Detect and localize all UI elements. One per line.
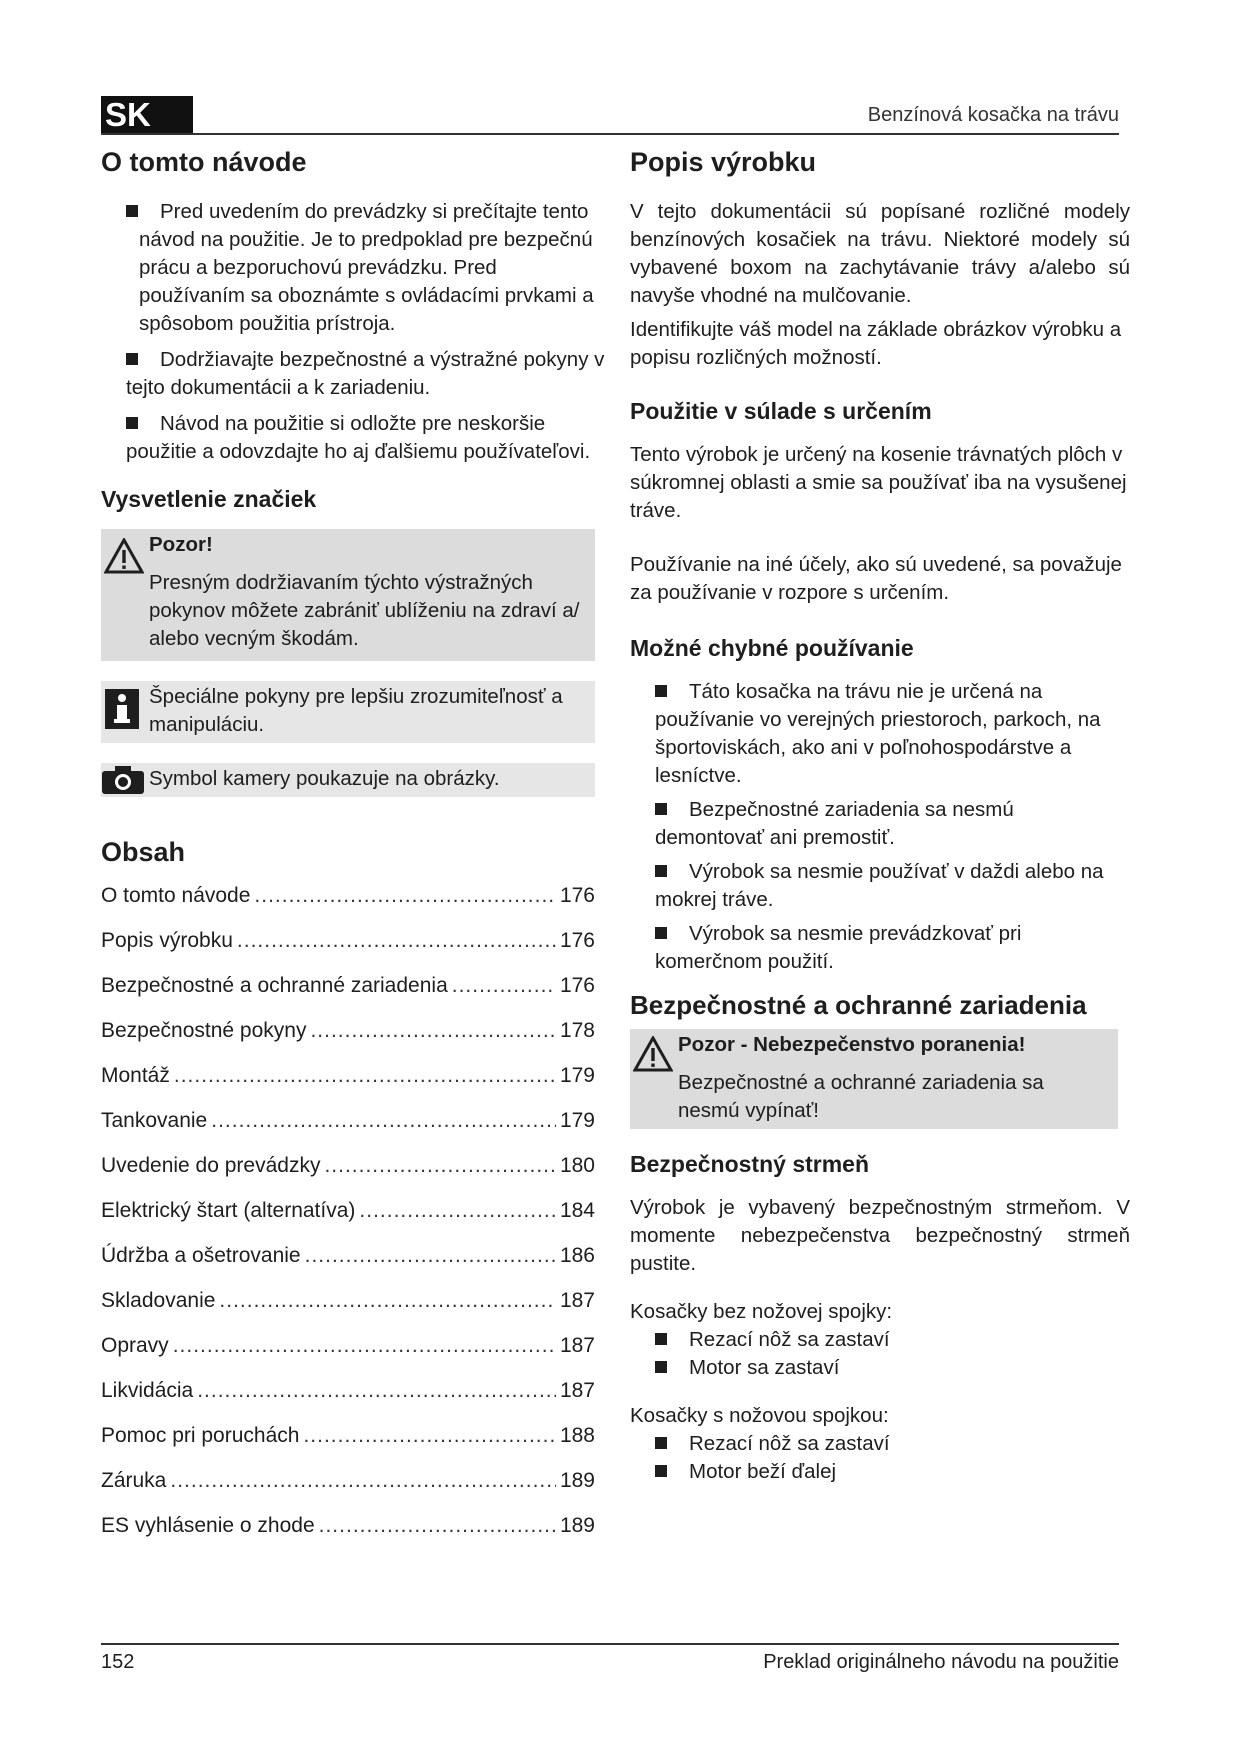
toc-entry[interactable] <box>101 1287 595 1332</box>
toc-entry-page: 180 <box>559 1154 595 1177</box>
table-of-contents <box>101 882 595 1557</box>
about-bullet-text: Návod na použitie si odložte pre neskoršie použitie a odovzdajte ho aj ďalšiemu používateľovi. <box>126 412 591 463</box>
intended-use-paragraph: Používanie na iné účely, ako sú uvedené, sa považuje za používanie v rozpore s určením. <box>630 553 1122 604</box>
list-item <box>655 796 1124 852</box>
footer-rule <box>101 1643 1119 1645</box>
bullet-square-icon <box>655 1437 667 1449</box>
safety-devices-title: Bezpečnostné a ochranné zariadenia <box>630 990 1087 1020</box>
safety-warning-title: Pozor - Nebezpečenstvo poranenia! <box>678 1033 1026 1056</box>
camera-text: Symbol kamery poukazuje na obrázky. <box>149 767 500 790</box>
list-item <box>126 198 606 338</box>
list-item <box>655 1326 1130 1354</box>
toc-entry-label: Uvedenie do prevádzky <box>101 1154 321 1177</box>
toc-entry-page: 187 <box>559 1289 595 1312</box>
bullet-square-icon <box>655 1465 667 1477</box>
toc-leader-dots <box>173 1332 556 1360</box>
toc-entry-label: Montáž <box>101 1064 170 1087</box>
toc-entry[interactable] <box>101 1467 595 1512</box>
misuse-bullet-text: Výrobok sa nesmie prevádzkovať pri komerčnom použití. <box>655 922 1022 973</box>
toc-entry-label: ES vyhlásenie o zhode <box>101 1514 315 1537</box>
toc-entry-label: Skladovanie <box>101 1289 216 1312</box>
group-label: Kosačky bez nožovej spojky: <box>630 1300 893 1323</box>
header-rule <box>101 133 1119 135</box>
language-badge: SK <box>101 96 193 134</box>
toc-leader-dots <box>219 1287 556 1315</box>
toc-leader-dots <box>211 1107 556 1135</box>
toc-entry[interactable] <box>101 1017 595 1062</box>
toc-entry-page: 189 <box>559 1514 595 1537</box>
misuse-title: Možné chybné používanie <box>630 635 914 661</box>
list-item <box>655 920 1124 976</box>
toc-entry-label: Záruka <box>101 1469 167 1492</box>
group-label: Kosačky s nožovou spojkou: <box>630 1404 889 1427</box>
toc-entry[interactable] <box>101 1062 595 1107</box>
warning-triangle-icon <box>104 538 144 574</box>
warning-box <box>101 529 595 661</box>
toc-entry-page: 187 <box>559 1334 595 1357</box>
misuse-bullet-text: Bezpečnostné zariadenia sa nesmú demontovať ani premostiť. <box>655 798 1014 849</box>
group-item-text: Motor beží ďalej <box>689 1460 837 1483</box>
left-column <box>101 147 606 1557</box>
toc-entry-label: Popis výrobku <box>101 929 233 952</box>
footer-note: Preklad originálneho návodu na použitie <box>763 1651 1119 1673</box>
toc-entry-label: Údržba a ošetrovanie <box>101 1244 301 1267</box>
bullet-square-icon <box>126 205 138 217</box>
bullet-square-icon <box>655 927 667 939</box>
about-title: O tomto návode <box>101 147 307 177</box>
bullet-square-icon <box>655 803 667 815</box>
toc-entry-label: Pomoc pri poruchách <box>101 1424 300 1447</box>
toc-leader-dots <box>237 927 556 955</box>
toc-entry[interactable] <box>101 1377 595 1422</box>
warning-title: Pozor! <box>149 533 213 556</box>
camera-box <box>101 763 595 797</box>
toc-entry-page: 176 <box>559 974 595 997</box>
toc-leader-dots <box>170 1467 556 1495</box>
bullet-square-icon <box>126 417 138 429</box>
toc-leader-dots <box>303 1422 556 1450</box>
intended-use-paragraph: Tento výrobok je určený na kosenie trávnatých plôch v súkromnej oblasti a smie sa používať iba na vysušenej tráve. <box>630 443 1127 522</box>
group-item-text: Rezací nôž sa zastaví <box>689 1432 890 1455</box>
list-item <box>655 858 1124 914</box>
toc-leader-dots <box>305 1242 556 1270</box>
toc-entry[interactable] <box>101 1512 595 1557</box>
warning-triangle-icon <box>633 1036 673 1072</box>
toc-entry[interactable] <box>101 1332 595 1377</box>
document-title: Benzínová kosačka na trávu <box>867 104 1119 126</box>
toc-entry-page: 189 <box>559 1469 595 1492</box>
list-item <box>655 1458 1130 1486</box>
toc-leader-dots <box>324 1152 555 1180</box>
misuse-bullet-text: Výrobok sa nesmie používať v daždi alebo na mokrej tráve. <box>655 860 1104 911</box>
bullet-square-icon <box>655 1333 667 1345</box>
toc-entry-label: Bezpečnostné pokyny <box>101 1019 307 1042</box>
group-item-text: Rezací nôž sa zastaví <box>689 1328 890 1351</box>
toc-entry[interactable] <box>101 1422 595 1467</box>
list-item <box>655 1354 1130 1382</box>
page-number: 152 <box>101 1651 135 1673</box>
safety-warning-text: Bezpečnostné a ochranné zariadenia sa nesmú vypínať! <box>678 1071 1044 1122</box>
toc-leader-dots <box>310 1017 555 1045</box>
group1-list <box>655 1326 1130 1382</box>
toc-entry[interactable] <box>101 882 595 927</box>
safety-bail-paragraph: Výrobok je vybavený bezpečnostným strmeňom. V momente nebezpečenstva bezpečnostný strmeň pustite. <box>630 1196 1130 1275</box>
safety-warning-box <box>630 1029 1118 1129</box>
product-paragraph: V tejto dokumentácii sú popísané rozličné modely benzínových kosačiek na trávu. Niektoré modely sú vybavené boxom na zachytávanie trávy a/alebo sú navyše vhodné na mulčovanie. <box>630 200 1130 307</box>
toc-entry-label: Bezpečnostné a ochranné zariadenia <box>101 974 448 997</box>
intended-use-title: Použitie v súlade s určením <box>630 398 932 424</box>
toc-title: Obsah <box>101 837 186 867</box>
toc-entry-label: Tankovanie <box>101 1109 208 1132</box>
toc-entry-page: 179 <box>559 1064 595 1087</box>
bullet-square-icon <box>655 685 667 697</box>
group2-list <box>655 1430 1130 1486</box>
toc-entry-label: Likvidácia <box>101 1379 194 1402</box>
toc-entry[interactable] <box>101 1197 595 1242</box>
safety-bail-title: Bezpečnostný strmeň <box>630 1151 870 1177</box>
toc-entry-page: 188 <box>559 1424 595 1447</box>
group-item-text: Motor sa zastaví <box>689 1356 840 1379</box>
list-item <box>655 1430 1130 1458</box>
toc-entry[interactable] <box>101 1107 595 1152</box>
toc-entry[interactable] <box>101 1242 595 1287</box>
right-column <box>630 147 1130 1486</box>
toc-entry-label: Opravy <box>101 1334 169 1357</box>
about-bullet-text: Dodržiavajte bezpečnostné a výstražné pokyny v tejto dokumentácii a k zariadeniu. <box>126 348 605 399</box>
misuse-bullet-text: Táto kosačka na trávu nie je určená na používanie vo verejných priestoroch, parkoch, na športoviskách, ako ani v poľnohospodárstve a lesníctve. <box>655 680 1101 787</box>
toc-leader-dots <box>254 882 556 910</box>
toc-entry-page: 187 <box>559 1379 595 1402</box>
camera-icon <box>102 766 144 794</box>
list-item <box>655 678 1124 790</box>
toc-leader-dots <box>174 1062 556 1090</box>
misuse-bullet-list <box>655 678 1130 976</box>
bullet-square-icon <box>126 353 138 365</box>
toc-entry[interactable] <box>101 972 595 1017</box>
toc-entry-page: 186 <box>559 1244 595 1267</box>
product-paragraph: Identifikujte váš model na základe obrázkov výrobku a popisu rozličných možností. <box>630 318 1122 369</box>
toc-entry-page: 176 <box>559 884 595 907</box>
toc-entry-page: 179 <box>559 1109 595 1132</box>
list-item <box>126 410 606 466</box>
toc-entry[interactable] <box>101 1152 595 1197</box>
toc-entry-label: O tomto návode <box>101 884 251 907</box>
toc-entry-label: Elektrický štart (alternatíva) <box>101 1199 356 1222</box>
toc-leader-dots <box>319 1512 556 1540</box>
toc-entry-page: 176 <box>559 929 595 952</box>
warning-text: Presným dodržiavaním týchto výstražných pokynov môžete zabrániť ublíženiu na zdraví a/ alebo vecným škodám. <box>149 571 580 650</box>
about-bullet-list <box>126 198 606 466</box>
about-bullet-text: Pred uvedením do prevádzky si prečítajte tento návod na použitie. Je to predpoklad pre bezpečnú prácu a bezporuchovú prevádzku. Pred používaním sa oboznámte s ovládacími prvkami a spôsobom použitia prístroja. <box>139 200 594 335</box>
info-text: Špeciálne pokyny pre lepšiu zrozumiteľnosť a manipuláciu. <box>149 685 563 736</box>
bullet-square-icon <box>655 865 667 877</box>
toc-entry[interactable] <box>101 927 595 972</box>
toc-leader-dots <box>359 1197 556 1225</box>
toc-leader-dots <box>452 972 556 1000</box>
product-title: Popis výrobku <box>630 147 817 177</box>
list-item <box>126 346 606 402</box>
info-icon <box>105 689 139 729</box>
info-box <box>101 681 595 743</box>
toc-leader-dots <box>197 1377 556 1405</box>
bullet-square-icon <box>655 1361 667 1373</box>
symbols-title: Vysvetlenie značiek <box>101 486 317 512</box>
toc-entry-page: 184 <box>559 1199 595 1222</box>
toc-entry-page: 178 <box>559 1019 595 1042</box>
